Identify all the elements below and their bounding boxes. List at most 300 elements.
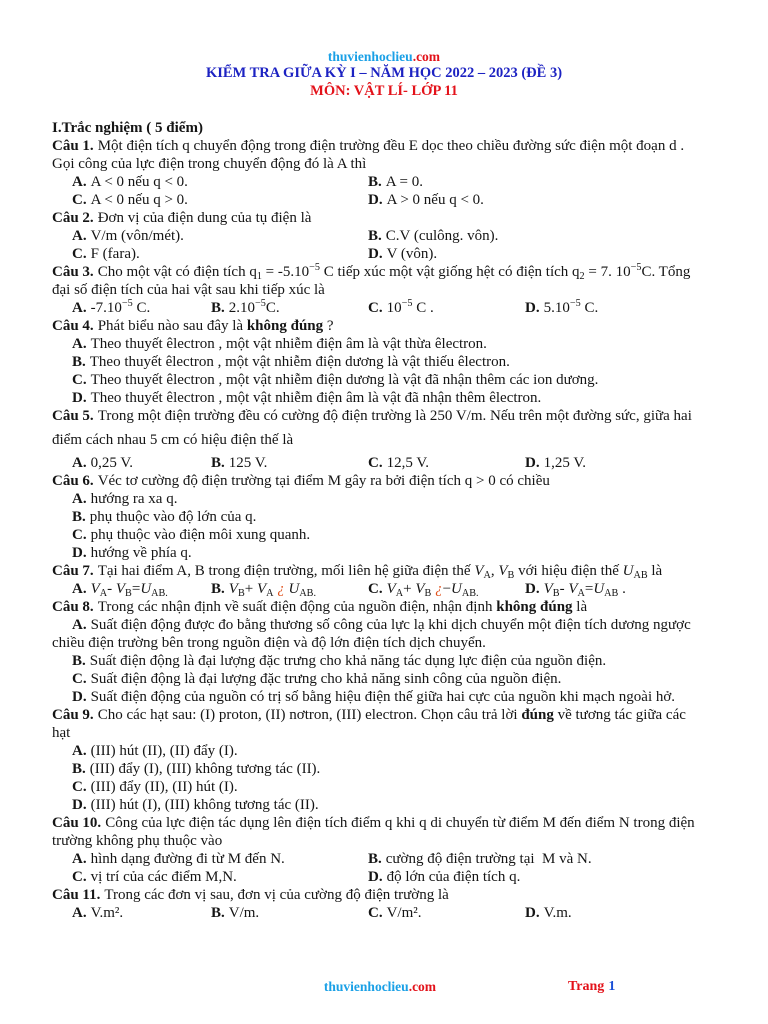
- math-variable: V: [498, 563, 508, 579]
- subscript: AB.: [299, 587, 317, 599]
- text-run: cường độ điện trường tại M và N.: [385, 851, 592, 867]
- text-run: 2.10: [228, 300, 256, 316]
- subscript: AB.: [461, 587, 479, 599]
- answer-option-a: [72, 299, 150, 317]
- answer-option-line: [72, 904, 123, 922]
- text-run: −: [442, 581, 452, 597]
- answer-option-letter: D.: [72, 689, 87, 705]
- answer-option-letter: D.: [72, 797, 87, 813]
- page-number-value: 1: [608, 979, 616, 994]
- answer-option-a: [72, 173, 188, 191]
- answer-option-line: [52, 634, 742, 652]
- answer-option-d: [52, 544, 742, 562]
- subscript: 1: [256, 270, 262, 282]
- answer-option-line: [368, 191, 484, 209]
- question-stem-line: [52, 263, 742, 281]
- answer-options-row: [52, 616, 742, 652]
- text-run: Suất điện động là đại lượng đặc trưng cho khả năng sinh công của nguồn điện.: [90, 671, 562, 687]
- answer-option-letter: C.: [72, 246, 87, 262]
- text-run: = -5.10: [261, 264, 310, 280]
- answer-option-line: [368, 454, 429, 472]
- answer-options-row: [52, 508, 742, 526]
- answer-option-line: [72, 850, 285, 868]
- question-number: Câu 9.: [52, 707, 94, 723]
- answer-option-b: [52, 508, 742, 526]
- answer-option-line: [72, 191, 188, 209]
- question-stem-line: [52, 431, 742, 449]
- text-run: +: [403, 581, 416, 597]
- question-3: [52, 263, 742, 317]
- answer-option-c: [368, 454, 429, 472]
- answer-option-letter: B.: [72, 761, 86, 777]
- answer-option-letter: B.: [72, 509, 86, 525]
- section-title: I.Trắc nghiệm ( 5 điểm): [52, 120, 203, 136]
- text-run: Trong một điện trường đều có cường độ điện trường là 250 V/m. Nếu trên một đường sức, giữa hai: [97, 408, 692, 424]
- answer-options-row: [52, 227, 742, 245]
- question-stem-line: [52, 137, 742, 155]
- math-variable: U: [288, 581, 300, 597]
- answer-option-letter: D.: [525, 300, 540, 316]
- text-run: -: [559, 581, 569, 597]
- answer-option-letter: C.: [72, 372, 87, 388]
- answer-option-letter: C.: [72, 869, 87, 885]
- answer-option-line: [72, 227, 184, 245]
- answer-option-d: [52, 688, 742, 706]
- question-number: Câu 5.: [52, 408, 94, 424]
- answer-option-a: [52, 335, 742, 353]
- answer-options-row: [52, 544, 742, 562]
- text-run: Gọi công của lực điện trong chuyển động đó là A thì: [52, 156, 367, 172]
- answer-options-row: [52, 454, 742, 472]
- answer-option-letter: C.: [72, 671, 87, 687]
- text-run: V.m.: [543, 905, 572, 921]
- answer-option-line: [211, 299, 280, 317]
- text-run: Theo thuyết êlectron , một vật nhiễm điện âm là vật thừa êlectron.: [90, 336, 487, 352]
- bold-text: không đúng: [496, 599, 573, 615]
- text-run: (III) đẩy (I), (III) không tương tác (II).: [89, 761, 321, 777]
- question-stem-line: [52, 832, 742, 850]
- equation-glyph: ¿: [277, 581, 285, 597]
- answer-option-line: [368, 850, 592, 868]
- site-watermark-bottom: [0, 978, 764, 996]
- answer-option-d: [368, 191, 484, 209]
- answer-option-d: [368, 245, 437, 263]
- question-stem-line: [52, 472, 742, 490]
- text-run: 0,25 V.: [90, 455, 133, 471]
- answer-option-d: [525, 454, 586, 472]
- text-run: phụ thuộc vào điện môi xung quanh.: [90, 527, 311, 543]
- answer-option-line: [52, 544, 742, 562]
- equation-glyph: ¿: [435, 581, 443, 597]
- question-6: [52, 472, 742, 562]
- math-variable: V: [415, 581, 425, 597]
- superscript: −5: [401, 297, 413, 309]
- answer-options-row: [52, 868, 742, 886]
- text-run: V/m.: [228, 905, 260, 921]
- answer-option-letter: D.: [525, 581, 540, 597]
- answer-option-line: [211, 580, 316, 598]
- answer-options-row: [52, 850, 742, 868]
- answer-option-letter: C.: [368, 300, 383, 316]
- answer-option-line: [52, 652, 742, 670]
- answer-options-row: [52, 670, 742, 688]
- answer-option-line: [525, 580, 626, 598]
- question-stem-line: [52, 407, 742, 425]
- answer-option-line: [368, 299, 434, 317]
- answer-options-row: [52, 299, 742, 317]
- question-8: [52, 598, 742, 706]
- question-stem-line: [52, 706, 742, 724]
- text-run: Phát biểu nào sau đây là: [97, 318, 247, 334]
- question-number: Câu 10.: [52, 815, 102, 831]
- text-run: =: [584, 581, 594, 597]
- answer-option-b: [211, 454, 267, 472]
- question-9: [52, 706, 742, 814]
- answer-option-line: [52, 670, 742, 688]
- answer-option-c: [52, 371, 742, 389]
- text-run: ,: [490, 563, 499, 579]
- answer-option-line: [52, 616, 742, 634]
- site-domain: .com: [408, 979, 437, 994]
- answer-option-line: [368, 173, 423, 191]
- text-run: Theo thuyết êlectron , một vật nhiễm điện dương là vật thiếu êlectron.: [89, 354, 510, 370]
- text-run: C .: [412, 300, 434, 316]
- answer-option-letter: C.: [72, 779, 87, 795]
- answer-option-a: [52, 490, 742, 508]
- answer-options-row: [52, 688, 742, 706]
- text-run: Trong các đơn vị sau, đơn vị của cường độ điện trường là: [104, 887, 449, 903]
- answer-option-line: [52, 371, 742, 389]
- answer-option-line: [368, 227, 498, 245]
- subscript: AB: [604, 587, 619, 599]
- text-run: C.: [265, 300, 280, 316]
- answer-option-a: [52, 616, 742, 652]
- answer-option-c: [368, 904, 422, 922]
- answer-options-row: [52, 526, 742, 544]
- superscript: −5: [121, 297, 133, 309]
- bold-text: không đúng: [246, 318, 324, 334]
- math-variable: V: [90, 581, 100, 597]
- answer-option-line: [211, 454, 267, 472]
- answer-option-letter: A.: [72, 336, 87, 352]
- text-run: 1,25 V.: [543, 455, 586, 471]
- text-run: (III) hút (I), (III) không tương tác (II).: [90, 797, 319, 813]
- answer-option-line: [52, 508, 742, 526]
- subscript: A: [266, 587, 274, 599]
- text-run: -7.10: [90, 300, 122, 316]
- site-name: thuvienhoclieu: [323, 979, 409, 994]
- math-variable: V: [568, 581, 578, 597]
- answer-option-letter: D.: [525, 905, 540, 921]
- answer-option-line: [52, 796, 742, 814]
- text-run: trường không phụ thuộc vào: [52, 833, 223, 849]
- question-stem-line: [52, 317, 742, 335]
- text-run: Suất điện động được đo bằng thương số công của lực lạ khi dịch chuyển một điện tích dương ngược: [90, 617, 691, 633]
- answer-option-line: [72, 454, 133, 472]
- answer-option-letter: A.: [72, 581, 87, 597]
- answer-option-letter: B.: [211, 300, 225, 316]
- text-run: hướng về phía q.: [90, 545, 192, 561]
- question-1: [52, 137, 742, 209]
- answer-options-row: [52, 335, 742, 353]
- text-run: 5.10: [543, 300, 570, 316]
- answer-option-c: [368, 580, 479, 598]
- answer-option-c: [368, 299, 434, 317]
- answer-option-c: [52, 778, 742, 796]
- exam-subject: MÔN: VẬT LÍ- LỚP 11: [310, 83, 458, 99]
- answer-option-letter: B.: [211, 905, 225, 921]
- question-stem-line: [52, 155, 742, 173]
- answer-option-line: [72, 868, 237, 886]
- answer-option-letter: D.: [72, 390, 87, 406]
- subscript: B: [552, 587, 560, 599]
- answer-option-b: [52, 760, 742, 778]
- answer-option-line: [52, 526, 742, 544]
- answer-option-letter: D.: [525, 455, 540, 471]
- answer-options-row: [52, 353, 742, 371]
- question-11: [52, 886, 742, 922]
- text-run: Suất điện động của nguồn có trị số bằng hiệu điện thế giữa hai cực của nguồn khi mạch ngoài hở.: [90, 689, 676, 705]
- text-run: Trong các nhận định về suất điện động của nguồn điện, nhận định: [97, 599, 497, 615]
- subscript: A: [395, 587, 404, 599]
- text-run: Cho một vật có điện tích q: [97, 264, 257, 280]
- question-list: [52, 137, 742, 922]
- math-variable: V: [256, 581, 267, 597]
- answer-option-a: [72, 580, 168, 598]
- site-domain: .com: [412, 49, 441, 64]
- answer-option-b: [52, 353, 742, 371]
- answer-option-c: [52, 526, 742, 544]
- exam-title: KIỂM TRA GIỮA KỲ I – NĂM HỌC 2022 – 2023 (ĐỀ 3): [205, 65, 563, 81]
- answer-option-a: [72, 227, 184, 245]
- question-number: Câu 6.: [52, 473, 94, 489]
- question-stem-line: [52, 814, 742, 832]
- answer-option-line: [52, 353, 742, 371]
- question-5: [52, 407, 742, 472]
- answer-option-d: [525, 580, 626, 598]
- subscript: B: [424, 587, 432, 599]
- question-number: Câu 4.: [52, 318, 94, 334]
- answer-option-a: [72, 904, 123, 922]
- text-run: = 7. 10: [584, 264, 631, 280]
- text-run: Theo thuyết êlectron , một vật nhiễm điện dương là vật đã nhận thêm các ion dương.: [90, 372, 599, 388]
- text-run: Công của lực điện tác dụng lên điện tích điểm q khi q di chuyển từ điểm M đến điểm N trong điện: [105, 815, 695, 831]
- page-label: Trang: [568, 979, 605, 994]
- text-run: C.: [132, 300, 151, 316]
- answer-option-line: [368, 868, 520, 886]
- superscript: −5: [630, 261, 642, 273]
- math-variable: V: [228, 581, 238, 597]
- answer-option-letter: B.: [368, 174, 382, 190]
- math-variable: V: [115, 581, 126, 597]
- subscript: A: [483, 569, 491, 581]
- answer-option-letter: B.: [211, 581, 225, 597]
- text-run: V/m (vôn/mét).: [90, 228, 184, 244]
- answer-option-letter: A.: [72, 455, 87, 471]
- answer-option-line: [72, 245, 140, 263]
- answer-option-letter: A.: [72, 228, 87, 244]
- math-variable: U: [622, 563, 634, 579]
- text-run: ?: [323, 318, 334, 334]
- text-run: -: [107, 581, 116, 597]
- question-stem-line: [52, 598, 742, 616]
- math-variable: U: [451, 581, 462, 597]
- text-run: Tại hai điểm A, B trong điện trường, mối liên hệ giữa điện thế: [97, 563, 475, 579]
- answer-option-c: [52, 670, 742, 688]
- question-2: [52, 209, 742, 263]
- answer-option-b: [211, 904, 259, 922]
- text-run: A > 0 nếu q < 0.: [386, 192, 484, 208]
- answer-option-letter: B.: [72, 354, 86, 370]
- answer-option-a: [52, 742, 742, 760]
- answer-option-line: [368, 245, 437, 263]
- answer-option-letter: D.: [72, 545, 87, 561]
- answer-options-row: [52, 371, 742, 389]
- subscript: A: [577, 587, 585, 599]
- answer-options-row: [52, 191, 742, 209]
- answer-options-row: [52, 778, 742, 796]
- text-run: V (vôn).: [386, 246, 438, 262]
- text-run: (III) đẩy (II), (II) hút (I).: [90, 779, 238, 795]
- answer-option-line: [368, 580, 479, 598]
- math-variable: V: [386, 581, 396, 597]
- answer-option-line: [72, 173, 188, 191]
- question-stem-line: [52, 281, 742, 299]
- text-run: .: [618, 581, 626, 597]
- text-run: hình dạng đường đi từ M đến N.: [90, 851, 285, 867]
- math-variable: U: [140, 581, 152, 597]
- superscript: −5: [309, 261, 320, 273]
- text-run: Suất điện động là đại lượng đặc trưng cho khả năng tác dụng lực điện của nguồn điện.: [89, 653, 607, 669]
- answer-option-letter: B.: [211, 455, 225, 471]
- exam-content: [52, 119, 742, 922]
- text-run: hạt: [52, 725, 71, 741]
- text-run: là: [647, 563, 663, 579]
- answer-options-row: [52, 796, 742, 814]
- answer-options-row: [52, 652, 742, 670]
- subscript: 2: [579, 270, 585, 282]
- question-stem-line: [52, 724, 742, 742]
- question-number: Câu 2.: [52, 210, 94, 226]
- answer-options-row: [52, 490, 742, 508]
- answer-option-letter: D.: [368, 246, 383, 262]
- subscript: B: [125, 587, 132, 599]
- text-run: C.V (culông. vôn).: [385, 228, 499, 244]
- text-run: A < 0 nếu q > 0.: [90, 192, 188, 208]
- text-run: là: [572, 599, 588, 615]
- answer-option-letter: A.: [72, 905, 87, 921]
- answer-option-line: [72, 580, 168, 598]
- text-run: 10: [386, 300, 402, 316]
- answer-option-a: [72, 850, 285, 868]
- text-run: V.m².: [90, 905, 124, 921]
- answer-option-b: [211, 299, 280, 317]
- answer-option-line: [52, 760, 742, 778]
- text-run: (III) hút (II), (II) đẩy (I).: [90, 743, 238, 759]
- answer-options-row: [52, 389, 742, 407]
- answer-option-line: [52, 688, 742, 706]
- text-run: Cho các hạt sau: (I) proton, (II) nơtron, (III) electron. Chọn câu trả lời: [97, 707, 522, 723]
- answer-option-b: [368, 227, 498, 245]
- subscript: B: [237, 587, 245, 599]
- question-7: [52, 562, 742, 598]
- text-run: phụ thuộc vào độ lớn của q.: [89, 509, 257, 525]
- answer-option-c: [72, 245, 140, 263]
- text-run: đại số điện tích của hai vật sau khi tiếp xúc là: [52, 282, 325, 298]
- text-run: A = 0.: [385, 174, 423, 190]
- text-run: =: [131, 581, 141, 597]
- answer-option-d: [525, 904, 572, 922]
- text-run: C.: [580, 300, 599, 316]
- question-number: Câu 7.: [52, 563, 94, 579]
- subscript: AB: [633, 569, 648, 581]
- answer-option-letter: C.: [368, 581, 383, 597]
- answer-options-row: [52, 580, 742, 598]
- text-run: V/m².: [386, 905, 422, 921]
- text-run: về tương tác giữa các: [553, 707, 686, 723]
- answer-option-letter: A.: [72, 743, 87, 759]
- question-10: [52, 814, 742, 886]
- answer-option-letter: C.: [368, 455, 383, 471]
- answer-option-d: [52, 796, 742, 814]
- answer-option-letter: C.: [368, 905, 383, 921]
- text-run: điểm cách nhau 5 cm có hiệu điện thế là: [52, 432, 294, 448]
- answer-option-letter: A.: [72, 851, 87, 867]
- math-variable: V: [474, 563, 484, 579]
- text-run: 12,5 V.: [386, 455, 429, 471]
- answer-option-c: [72, 868, 237, 886]
- answer-option-letter: C.: [72, 527, 87, 543]
- text-run: Theo thuyết êlectron , một vật nhiễm điện âm là vật đã nhận thêm êlectron.: [90, 390, 542, 406]
- answer-option-c: [72, 191, 188, 209]
- text-run: C tiếp xúc một vật giống hệt có điện tích q: [319, 264, 580, 280]
- text-run: A < 0 nếu q < 0.: [90, 174, 188, 190]
- answer-option-letter: D.: [368, 192, 383, 208]
- question-4: [52, 317, 742, 407]
- answer-option-letter: B.: [368, 228, 382, 244]
- subscript: A: [99, 587, 108, 599]
- answer-option-line: [525, 904, 572, 922]
- answer-options-row: [52, 904, 742, 922]
- answer-option-d: [52, 389, 742, 407]
- text-run: F (fara).: [90, 246, 140, 262]
- answer-options-row: [52, 742, 742, 760]
- answer-option-a: [72, 454, 133, 472]
- answer-options-row: [52, 245, 742, 263]
- question-number: Câu 3.: [52, 264, 94, 280]
- answer-options-row: [52, 173, 742, 191]
- answer-option-d: [525, 299, 598, 317]
- text-run: Đơn vị của điện dung của tụ điện là: [97, 210, 312, 226]
- question-number: Câu 1.: [52, 138, 94, 154]
- answer-option-d: [368, 868, 520, 886]
- answer-option-letter: A.: [72, 300, 87, 316]
- text-run: Một điện tích q chuyển động trong điện trường đều E dọc theo chiều đường sức điện một đoạn d .: [97, 138, 685, 154]
- answer-option-line: [52, 389, 742, 407]
- answer-option-letter: C.: [72, 192, 87, 208]
- subscript: AB.: [151, 587, 168, 599]
- text-run: C. Tổng: [641, 264, 691, 280]
- question-number: Câu 8.: [52, 599, 94, 615]
- superscript: −5: [255, 297, 266, 309]
- answer-option-letter: A.: [72, 617, 87, 633]
- text-run: +: [244, 581, 257, 597]
- question-number: Câu 11.: [52, 887, 101, 903]
- answer-option-b: [368, 173, 423, 191]
- answer-option-b: [211, 580, 316, 598]
- site-name: thuvienhoclieu: [327, 49, 413, 64]
- answer-option-line: [52, 490, 742, 508]
